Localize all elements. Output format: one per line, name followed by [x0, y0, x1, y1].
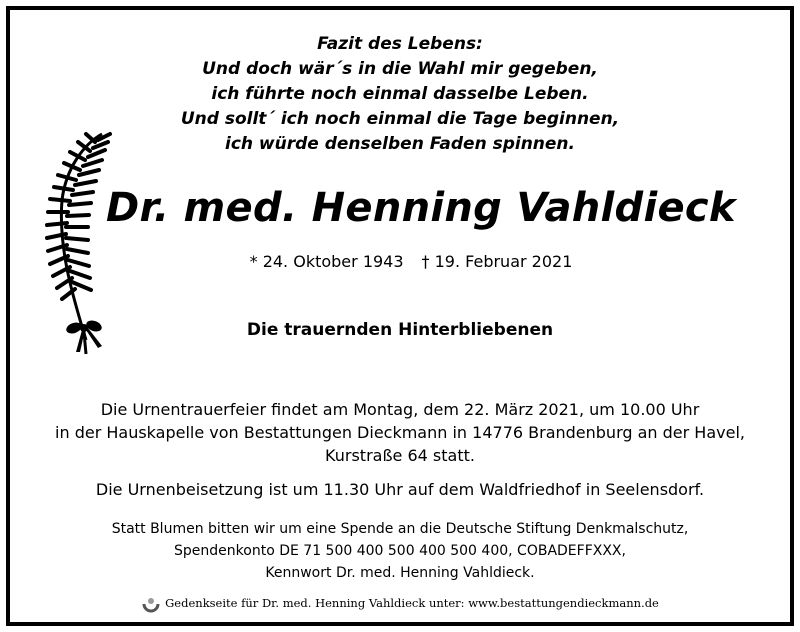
verse-title: Fazit des Lebens: — [317, 34, 483, 54]
donation-line: Spendenkonto DE 71 500 400 500 400 500 400, COBADEFFXXX, — [174, 543, 626, 559]
verse-line: ich führte noch einmal dasselbe Leben. — [211, 84, 589, 104]
mourners-line: Die trauernden Hinterbliebenen — [246, 320, 554, 340]
verse-line: ich würde denselben Faden spinnen. — [225, 134, 575, 154]
donation-line: Kennwort Dr. med. Henning Vahldieck. — [265, 565, 535, 581]
memorial-page-link[interactable]: Gedenkseite für Dr. med. Henning Vahldieck unter: www.bestattungendieckmann.de — [165, 596, 659, 610]
memorial-logo-icon — [141, 595, 161, 613]
deceased-name: Dr. med. Henning Vahldieck — [106, 185, 736, 231]
burial-line: Die Urnenbeisetzung ist um 11.30 Uhr auf dem Waldfriedhof in Seelensdorf. — [95, 480, 705, 499]
ceremony-line: Die Urnentrauerfeier findet am Montag, dem 22. März 2021, um 10.00 Uhr — [100, 400, 700, 419]
donation-block — [10, 518, 790, 584]
ceremony-block — [10, 398, 790, 467]
verse-line: Und doch wär´s in die Wahl mir gegeben, — [202, 59, 598, 79]
ceremony-line: in der Hauskapelle von Bestattungen Dieckmann in 14776 Brandenburg an der Havel, — [55, 423, 745, 442]
donation-line: Statt Blumen bitten wir um eine Spende an die Deutsche Stiftung Denkmalschutz, — [111, 521, 689, 537]
memorial-page-footer — [10, 594, 790, 613]
ceremony-line: Kurstraße 64 statt. — [325, 446, 475, 465]
obituary-card — [6, 6, 794, 626]
death-date: † 19. Februar 2021 — [421, 252, 573, 271]
verse-line: Und sollt´ ich noch einmal die Tage beginnen, — [180, 109, 620, 129]
birth-date: * 24. Oktober 1943 — [249, 252, 404, 271]
life-dates — [106, 250, 716, 274]
